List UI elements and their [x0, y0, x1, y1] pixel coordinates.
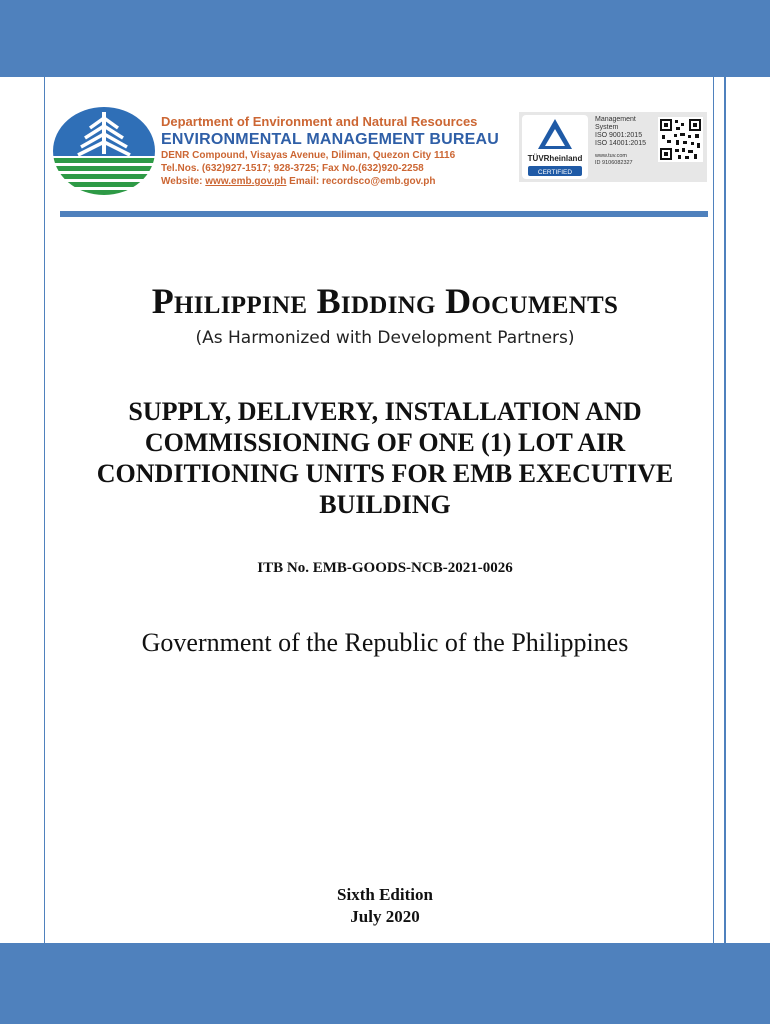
email-text: Email: recordsco@emb.gov.ph — [286, 176, 436, 187]
project-title: SUPPLY, DELIVERY, INSTALLATION AND COMMISSIONING OF ONE (1) LOT AIR CONDITIONING UNITS FOR EMB EXECUTIVE BUILDING — [96, 397, 674, 519]
header-divider — [60, 211, 708, 217]
iso-9001: ISO 9001:2015 — [595, 132, 643, 139]
bottom-color-band — [0, 943, 770, 1024]
tuv-url: www.tuv.com — [595, 153, 627, 159]
top-color-band — [0, 0, 770, 77]
website-label: Website: — [161, 176, 206, 187]
right-border-line — [713, 77, 714, 943]
right-border-line-outer — [724, 77, 726, 943]
department-name: Department of Environment and Natural Resources — [161, 114, 478, 129]
tuv-brand-text: TÜVRheinland — [527, 154, 583, 163]
document-title: Philippine Bidding Documents — [151, 281, 619, 321]
contact-line — [161, 175, 519, 188]
bureau-name: ENVIRONMENTAL MANAGEMENT BUREAU — [161, 131, 500, 148]
government-name: Government of the Republic of the Philippines — [141, 628, 629, 657]
agency-header — [161, 114, 519, 194]
telephone-line: Tel.Nos. (632)927-1517; 928-3725; Fax No.(632)920-2258 — [161, 163, 424, 174]
tuv-id: ID 9106082327 — [595, 160, 633, 166]
address-line: DENR Compound, Visayas Avenue, Diliman, Quezon City 1116 — [161, 150, 456, 161]
edition-block — [0, 884, 770, 928]
edition-date: July 2020 — [350, 907, 420, 926]
tuv-certified-text: CERTIFIED — [537, 169, 573, 176]
denr-logo-icon — [52, 106, 156, 196]
system-line-1: Management — [595, 116, 636, 123]
edition-text: Sixth Edition — [337, 885, 433, 904]
certification-box — [519, 112, 707, 182]
document-subtitle: (As Harmonized with Development Partners) — [195, 328, 575, 348]
left-border-line — [44, 77, 45, 943]
qr-code-icon — [658, 117, 703, 162]
website-link[interactable]: www.emb.gov.ph — [205, 176, 287, 187]
management-system-info — [595, 116, 655, 167]
iso-14001: ISO 14001:2015 — [595, 140, 646, 147]
tuv-certified-badge-icon — [522, 115, 588, 179]
itb-number: ITB No. EMB-GOODS-NCB-2021-0026 — [257, 560, 513, 576]
system-line-2: System — [595, 124, 619, 131]
